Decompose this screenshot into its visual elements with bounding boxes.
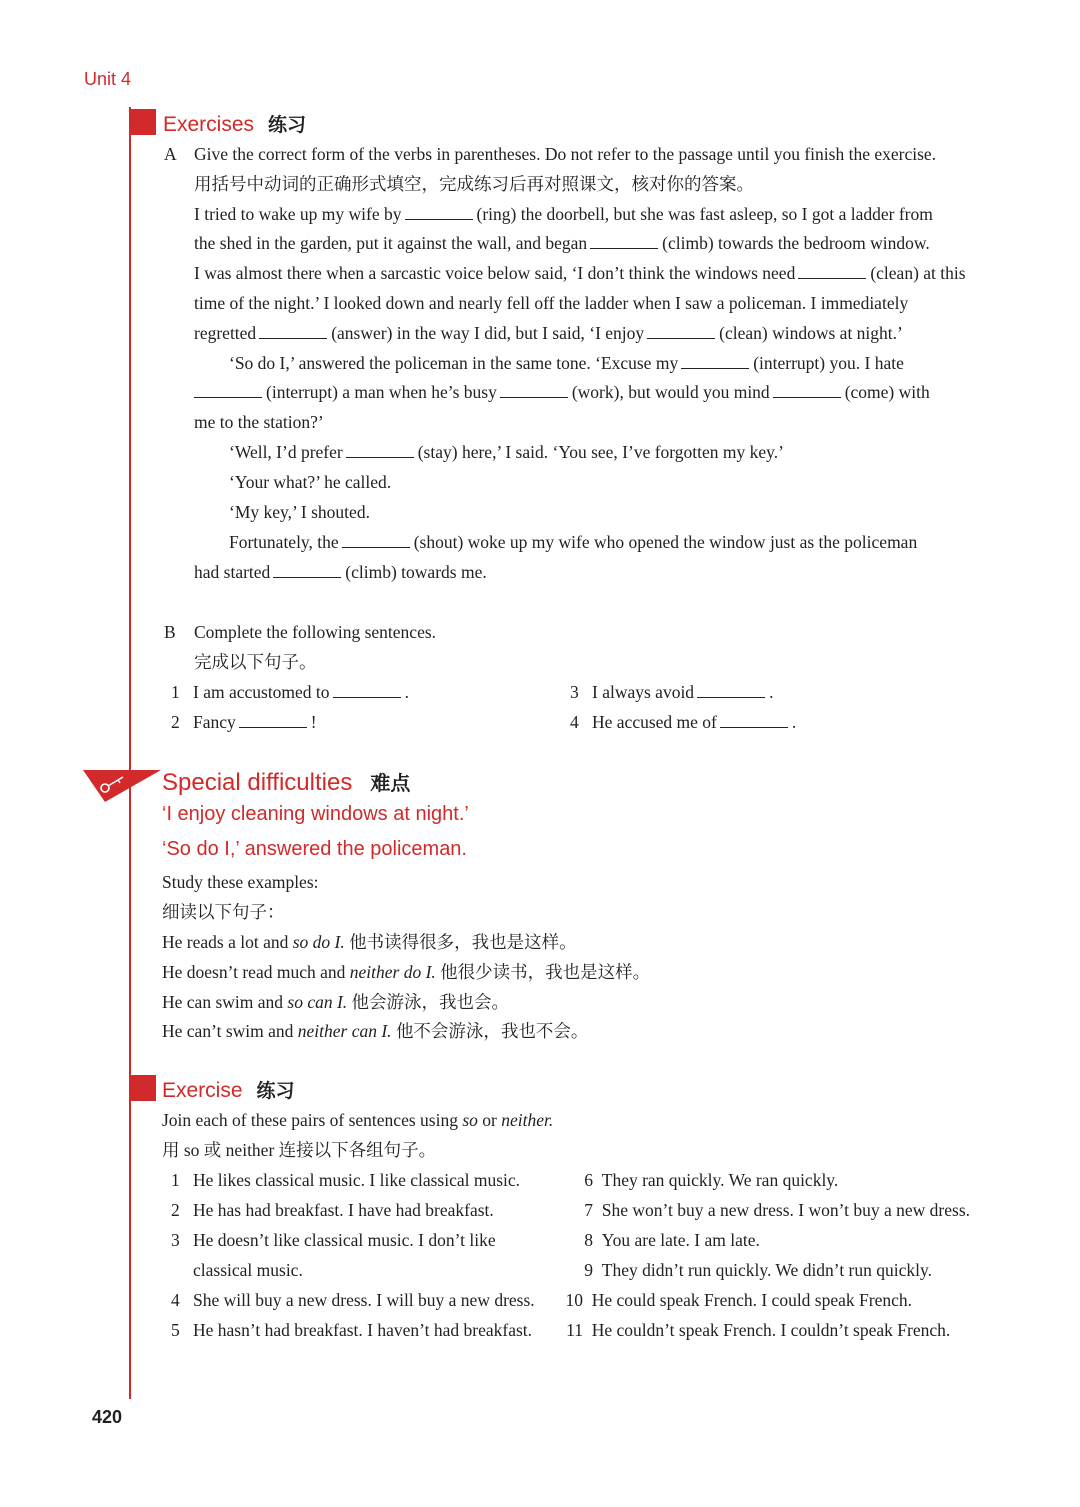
exercise-title-cn: 练习 [256, 1081, 295, 1102]
list-item: 11 He couldn’t speak French. I couldn’t speak French. [566, 1320, 951, 1340]
passage-line: (interrupt) a man when he’s busy (work), but would you mind (come) with [194, 381, 930, 403]
list-item: 1 I am accustomed to . [171, 682, 409, 702]
example-line: He can swim and so can I. 他会游泳，我也会。 [162, 992, 510, 1012]
passage-line: had started (climb) towards me. [194, 562, 487, 582]
unit-label: Unit 4 [84, 69, 132, 89]
study-text-cn: 细读以下句子： [162, 902, 285, 922]
list-item: 4 He accused me of . [570, 712, 797, 732]
list-item: 7 She won’t buy a new dress. I won’t buy a new dress. [584, 1200, 971, 1220]
section-b-label: B [164, 622, 176, 642]
list-item: 4 She will buy a new dress. I will buy a new dress. [171, 1290, 535, 1310]
answer-blank[interactable] [590, 234, 658, 249]
list-item: 8 You are late. I am late. [584, 1230, 760, 1250]
list-item: 2 Fancy ! [171, 712, 317, 732]
answer-blank[interactable] [273, 563, 341, 578]
key-flag-icon [83, 768, 165, 804]
section-marker [130, 109, 156, 135]
special-difficulties-heading [162, 767, 410, 797]
margin-rule [129, 107, 131, 1399]
section-a-instruction-cn: 用括号中动词的正确形式填空，完成练习后再对照课文，核对你的答案。 [194, 174, 754, 194]
passage-line: Fortunately, the (shout) woke up my wife who opened the window just as the policeman [229, 532, 918, 552]
exercises-title: Exercises [163, 113, 255, 136]
answer-blank[interactable] [342, 533, 410, 548]
passage-line: ‘Well, I’d prefer (stay) here,’ I said. ‘You see, I’ve forgotten my key.’ [229, 442, 784, 462]
list-item: 1 He likes classical music. I like classical music. [171, 1170, 521, 1190]
study-text: Study these examples: [162, 872, 319, 892]
answer-blank[interactable] [773, 383, 841, 398]
passage-line: I was almost there when a sarcastic voice below said, ‘I don’t think the windows need (clean) at this [194, 263, 966, 283]
answer-blank[interactable] [647, 324, 715, 339]
page-number: 420 [92, 1407, 123, 1427]
section-marker [130, 1075, 156, 1101]
passage-line: me to the station?’ [194, 412, 324, 432]
exercises-title-cn: 练习 [268, 115, 307, 136]
section-a-label: A [164, 144, 177, 164]
special-title: Special difficulties [162, 769, 353, 796]
quote-line: ‘I enjoy cleaning windows at night.’ [162, 803, 469, 825]
passage-line: time of the night.’ I looked down and nearly fell off the ladder when I saw a policeman. I immediately [194, 293, 909, 313]
quote-line: ‘So do I,’ answered the policeman. [162, 838, 467, 860]
passage-line: I tried to wake up my wife by (ring) the doorbell, but she was fast asleep, so I got a ladder from [194, 204, 933, 224]
section-b-instruction-cn: 完成以下句子。 [194, 652, 317, 672]
list-item: 3 He doesn’t like classical music. I don’t like [171, 1230, 496, 1250]
exercise-instruction-cn: 用 so 或 neither 连接以下各组句子。 [162, 1140, 437, 1160]
answer-blank[interactable] [346, 443, 414, 458]
exercises-heading [163, 110, 306, 137]
list-item: 9 They didn’t run quickly. We didn’t run quickly. [584, 1260, 932, 1280]
answer-blank[interactable] [239, 713, 307, 728]
passage-line: ‘So do I,’ answered the policeman in the same tone. ‘Excuse my (interrupt) you. I hate [229, 353, 904, 373]
list-item: 10 He could speak French. I could speak French. [565, 1290, 912, 1310]
answer-blank[interactable] [500, 383, 568, 398]
section-a-instruction: Give the correct form of the verbs in parentheses. Do not refer to the passage until you finish the exercise. [194, 144, 937, 164]
list-item: classical music. [193, 1260, 303, 1280]
list-item: 6 They ran quickly. We ran quickly. [584, 1170, 839, 1190]
answer-blank[interactable] [798, 264, 866, 279]
example-line: He can’t swim and neither can I. 他不会游泳，我也不会。 [162, 1021, 589, 1041]
section-b-instruction: Complete the following sentences. [194, 622, 437, 642]
exercise-instruction: Join each of these pairs of sentences using so or neither. [162, 1110, 554, 1130]
passage-line: the shed in the garden, put it against the wall, and began (climb) towards the bedroom window. [194, 233, 930, 253]
list-item: 3 I always avoid . [570, 682, 774, 702]
list-item: 5 He hasn’t had breakfast. I haven’t had breakfast. [171, 1320, 533, 1340]
list-item: 2 He has had breakfast. I have had breakfast. [171, 1200, 494, 1220]
example-line: He doesn’t read much and neither do I. 他很少读书，我也是这样。 [162, 962, 651, 982]
answer-blank[interactable] [697, 683, 765, 698]
answer-blank[interactable] [720, 713, 788, 728]
exercise-heading [162, 1076, 295, 1103]
exercise-title: Exercise [162, 1079, 243, 1102]
answer-blank[interactable] [681, 354, 749, 369]
special-title-cn: 难点 [370, 773, 411, 795]
passage-line: ‘Your what?’ he called. [229, 472, 392, 492]
passage-line: regretted (answer) in the way I did, but I said, ‘I enjoy (clean) windows at night.’ [194, 323, 903, 343]
passage-line: ‘My key,’ I shouted. [229, 502, 370, 522]
answer-blank[interactable] [405, 205, 473, 220]
answer-blank[interactable] [194, 383, 262, 398]
example-line: He reads a lot and so do I. 他书读得很多，我也是这样。 [162, 932, 577, 952]
answer-blank[interactable] [259, 324, 327, 339]
answer-blank[interactable] [333, 683, 401, 698]
